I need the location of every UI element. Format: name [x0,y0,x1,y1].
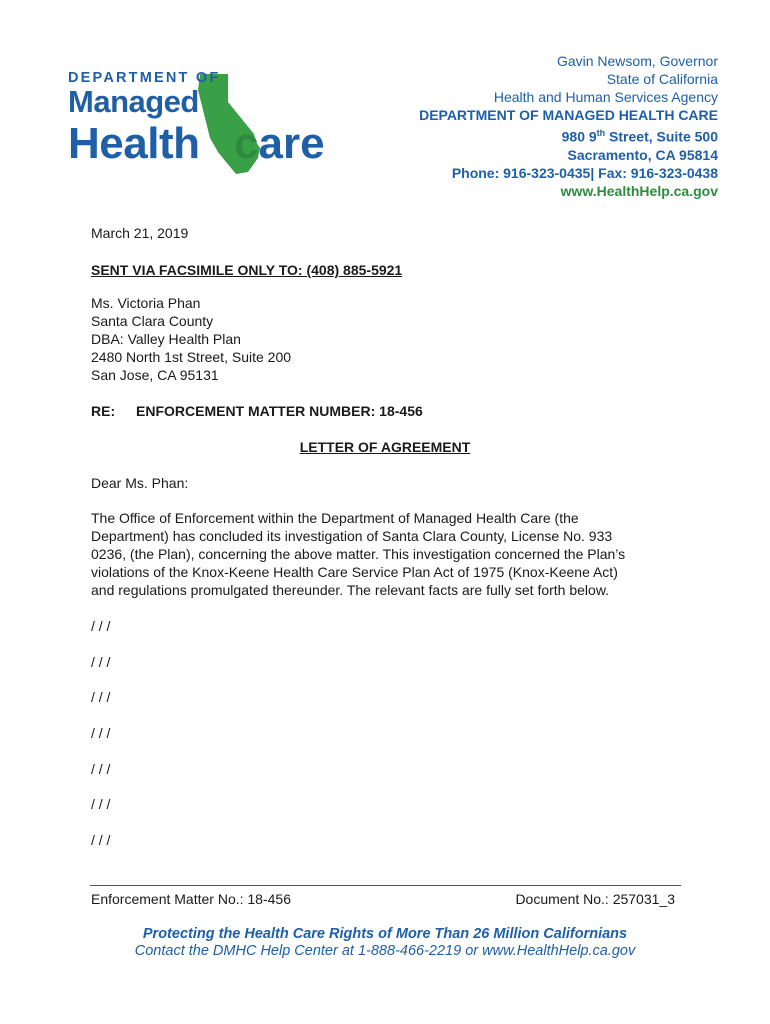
letter-date: March 21, 2019 [91,225,189,241]
state-line: State of California [606,71,718,87]
address-line: 2480 North 1st Street, Suite 200 [91,349,292,365]
section-break: / / / [91,618,111,634]
section-break: / / / [91,689,111,705]
city-line: Sacramento, CA 95814 [567,146,718,163]
address-line: Ms. Victoria Phan [91,295,201,311]
website-link[interactable]: www.HealthHelp.ca.gov [560,182,718,199]
street-line [419,124,718,146]
footer-matter-number: Enforcement Matter No.: 18-456 [91,891,291,907]
paragraph-line: 0236, (the Plan), concerning the above matter. This investigation concerned the Plan’s [91,546,626,562]
footer-contact: Contact the DMHC Help Center at 1-888-466-2219 or www.HealthHelp.ca.gov [134,943,636,959]
logo-health-text: Health [68,119,200,168]
logo-care-text [234,119,325,169]
phone-line: Phone: 916-323-0435| Fax: 916-323-0438 [451,164,718,181]
paragraph-line: The Office of Enforcement within the Department of Managed Health Care (the [91,510,579,526]
body-paragraph [91,509,681,599]
paragraph-line: violations of the Knox-Keene Health Care Service Plan Act of 1975 (Knox-Keene Act) [91,564,618,580]
section-break: / / / [91,761,111,777]
address-line: Santa Clara County [91,313,214,329]
paragraph-line: Department) has concluded its investigation of Santa Clara County, License No. 933 [91,528,613,544]
fax-line: SENT VIA FACSIMILE ONLY TO: (408) 885-5921 [91,262,403,278]
governor-line: Gavin Newsom, Governor [556,53,718,69]
section-break: / / / [91,725,111,741]
logo-department-text: DEPARTMENT OF [68,70,221,86]
paragraph-line: and regulations promulgated thereunder. The relevant facts are fully set forth below. [91,582,610,598]
footer-tagline: Protecting the Health Care Rights of More Than 26 Million Californians [142,926,628,942]
dmhc-logo [68,70,338,180]
section-break: / / / [91,832,111,848]
letterhead [419,52,718,200]
street-name: Street, Suite 500 [605,128,718,145]
section-break: / / / [91,796,111,812]
re-label: RE: [91,403,116,419]
footer-divider [90,885,681,886]
agency-line: Health and Human Services Agency [493,89,718,105]
logo-care-c: c [234,119,259,168]
salutation: Dear Ms. Phan: [91,475,189,491]
letter-title: LETTER OF AGREEMENT [299,439,471,455]
logo-managed-text: Managed [68,84,199,119]
section-break: / / / [91,654,111,670]
recipient-address [91,294,291,384]
address-line: DBA: Valley Health Plan [91,331,241,347]
re-subject: ENFORCEMENT MATTER NUMBER: 18-456 [136,403,423,419]
footer-document-number: Document No.: 257031_3 [515,891,675,907]
address-line: San Jose, CA 95131 [91,367,219,383]
department-line: DEPARTMENT OF MANAGED HEALTH CARE [419,107,718,123]
logo-care-rest: are [258,119,325,168]
street-number: 980 9 [561,128,597,145]
street-suffix: th [596,128,606,138]
